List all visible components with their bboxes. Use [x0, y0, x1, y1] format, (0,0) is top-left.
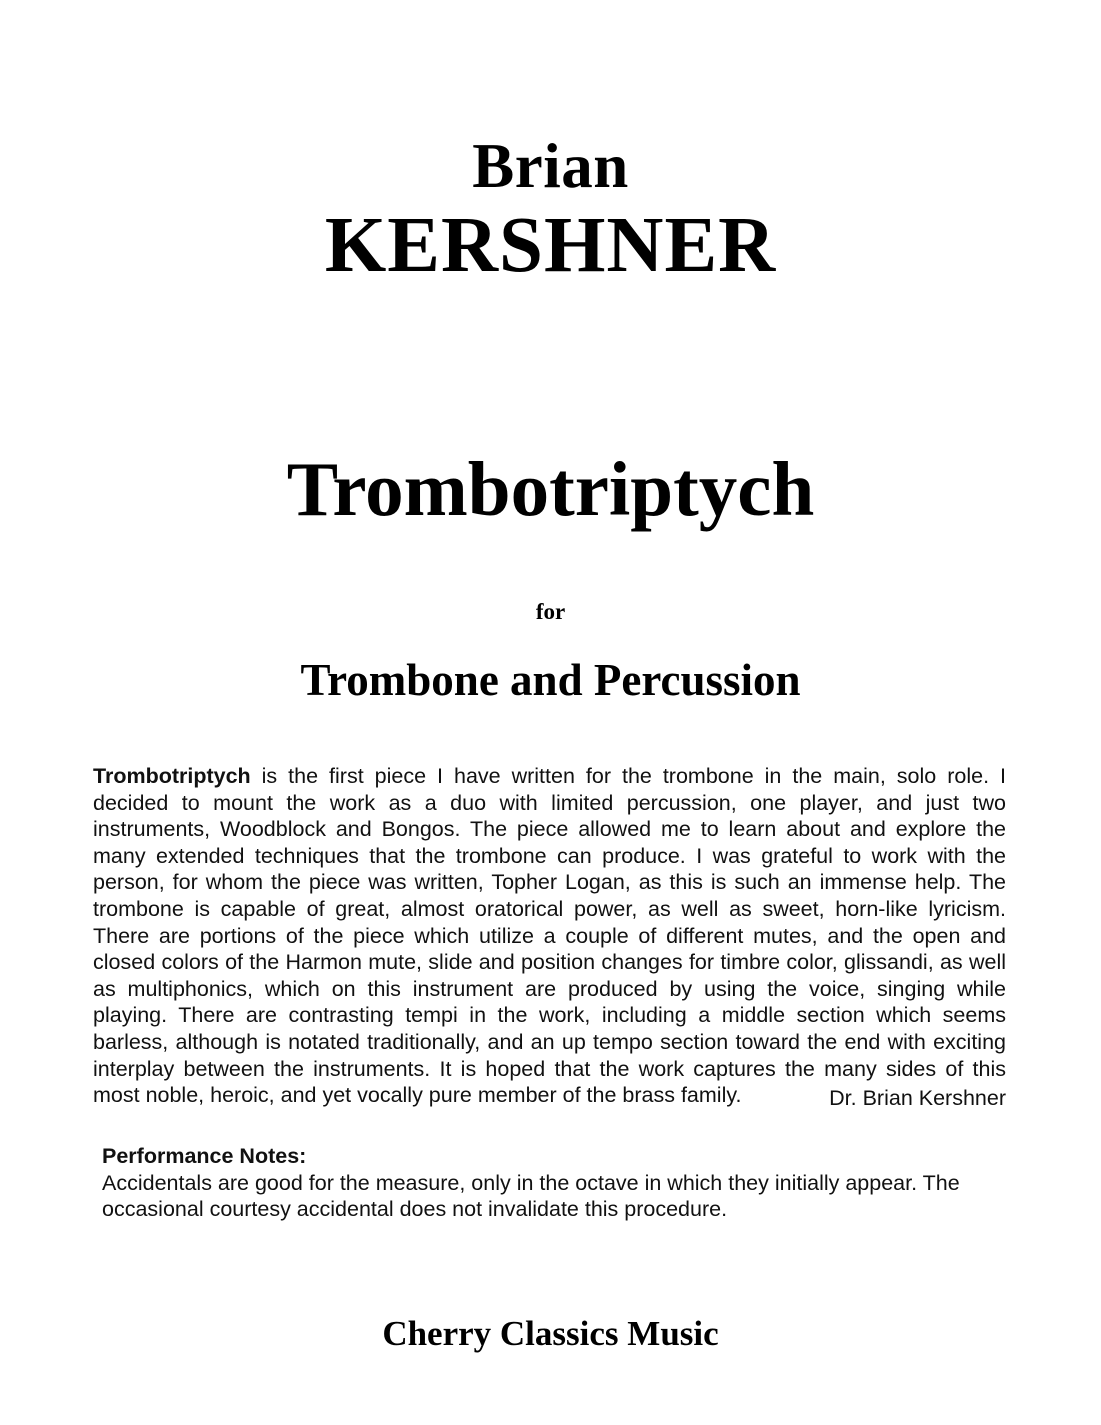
composer-block — [0, 130, 1101, 290]
program-note-paragraph — [93, 763, 1006, 1109]
performance-notes-text: Accidentals are good for the measure, only in the octave in which they initially appear. The occasional courtesy accidental does not invalidate this procedure. — [102, 1170, 960, 1222]
publisher-name: Cherry Classics Music — [382, 1314, 719, 1353]
performance-notes-heading: Performance Notes: — [102, 1144, 307, 1168]
instrumentation-label: Trombone and Percussion — [300, 655, 801, 705]
composer-first-name: Brian — [472, 131, 629, 201]
performance-notes-block — [102, 1143, 1008, 1223]
program-note-text: is the first piece I have written for the trombone in the main, solo role. I decided to mount the work as a duo with limited percussion, one player, and just two instruments, Woodblock and Bongos. The piece allowed me to learn about and explore the many extended techniques that the trombone can produce. I was grateful to work with the person, for whom the piece was written, Topher Logan, as this is such an immense help. The trombone is capable of great, almost oratorical power, as well as sweet, horn-like lyricism. There are portions of the piece which utilize a couple of different mutes, and the open and closed colors of the Harmon mute, slide and position changes for timbre color, glissandi, as well as multiphonics, which on this instrument are produced by using the voice, singing while playing. There are contrasting tempi in the work, including a middle section which seems barless, although is notated traditionally, and an up tempo section toward the end with exciting interplay between the instruments. It is hoped that the work captures the many sides of this most noble, heroic, and yet vocally pure member of the brass family. — [93, 764, 1006, 1108]
composer-last-name: KERSHNER — [324, 202, 777, 289]
page-title: Trombotriptych — [286, 446, 815, 532]
program-note-signature: Dr. Brian Kershner — [829, 1086, 1006, 1110]
for-label: for — [535, 599, 566, 624]
program-note-lead-bold: Trombotriptych — [93, 764, 251, 788]
